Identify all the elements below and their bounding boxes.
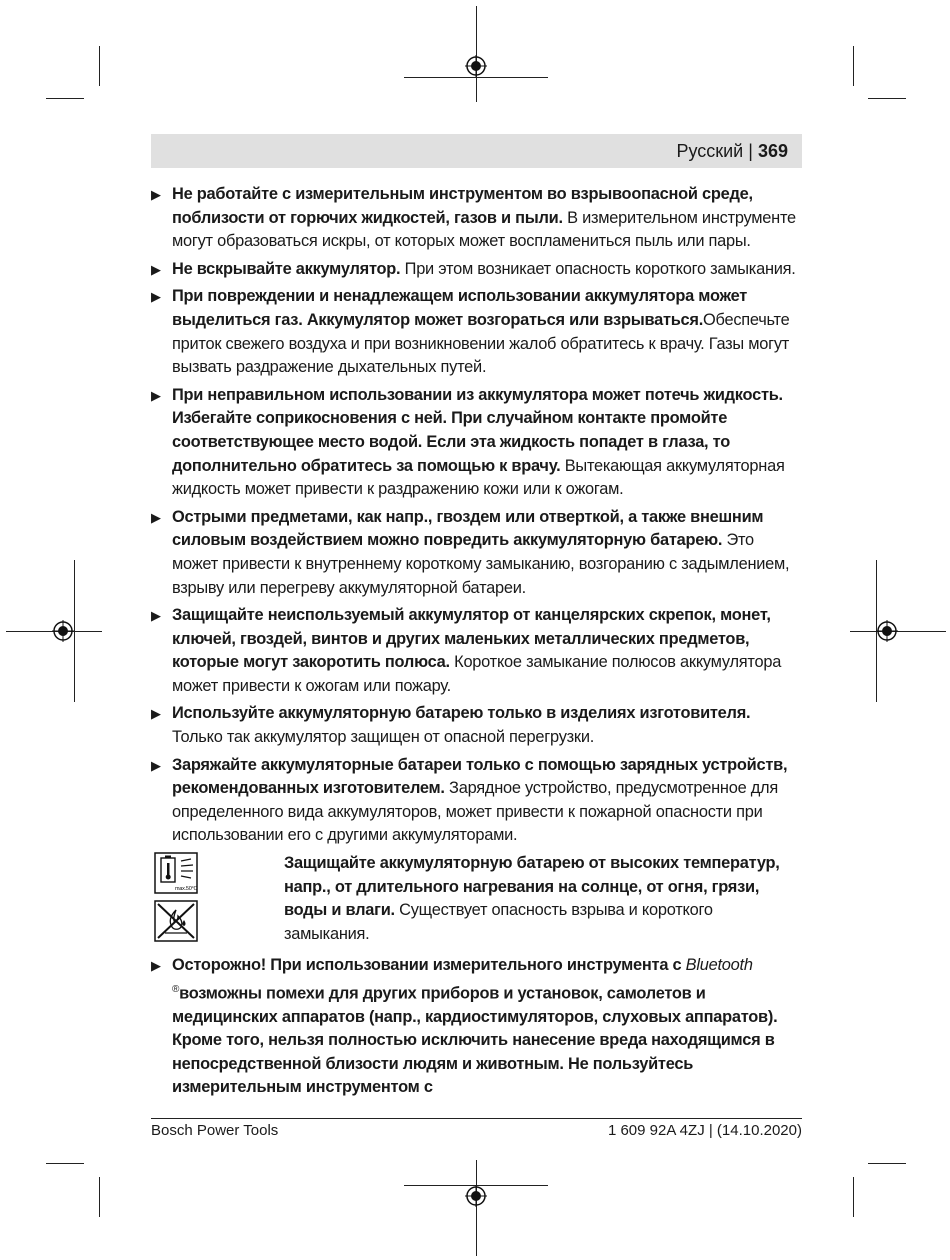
page-header xyxy=(151,134,802,168)
icon-temp-label: max.50°C xyxy=(175,886,198,893)
item-normal-text: Вытекающая аккумуляторная жидкость может привести к раздражению кожи или к ожогам. xyxy=(172,456,785,499)
registration-mark-icon xyxy=(52,620,74,642)
registration-mark-icon xyxy=(465,55,487,77)
bullet-arrow-icon: ▶ xyxy=(151,261,161,277)
item-normal-text: Существует опасность взрыва и короткого замыкания. xyxy=(284,901,713,943)
bullet-arrow-icon: ▶ xyxy=(151,958,161,974)
item-bold-text: Защищайте неиспользуемый аккумулятор от канцелярских скрепок, монет, ключей, гвоздей, винтов и других маленьких металлических предметов, которые могут закоротить полюса. xyxy=(172,606,771,672)
page-number: 369 xyxy=(757,141,788,161)
header-language: Русский xyxy=(676,141,744,161)
crop-mark xyxy=(99,46,100,86)
list-item xyxy=(151,183,802,254)
item-text xyxy=(172,954,802,1100)
bullet-arrow-icon: ▶ xyxy=(151,289,161,305)
crop-mark xyxy=(868,98,906,99)
bullet-arrow-icon: ▶ xyxy=(151,387,161,403)
page-content xyxy=(151,183,802,1104)
item-text xyxy=(172,285,802,379)
crop-mark xyxy=(46,1163,84,1164)
item-text xyxy=(172,183,802,254)
item-text xyxy=(172,702,802,749)
item-text xyxy=(284,852,802,946)
no-fire-water-icon xyxy=(154,900,198,942)
bullet-arrow-icon: ▶ xyxy=(151,608,161,624)
bullet-arrow-icon: ▶ xyxy=(151,509,161,525)
list-item xyxy=(151,285,802,379)
item-normal-text: Только так аккумулятор защищен от опасной перегрузки. xyxy=(172,728,595,747)
registration-mark-icon xyxy=(876,620,898,642)
crop-mark xyxy=(46,98,84,99)
item-text xyxy=(172,258,802,282)
item-bold-text: Не вскрывайте аккумулятор. xyxy=(172,259,401,278)
item-normal-text: Это может привести к внутреннему короткому замыканию, возгоранию с задымлением, взрыву или перегреву аккумуляторной батареи. xyxy=(172,531,790,597)
header-separator: | xyxy=(748,141,753,161)
bullet-arrow-icon: ▶ xyxy=(151,706,161,722)
registration-mark-icon xyxy=(465,1185,487,1207)
item-normal-text: Зарядное устройство, предусмотренное для определенного вида аккумуляторов, может привести к пожарной опасности при использовании его с другими аккумуляторами. xyxy=(172,779,778,845)
item-normal-text: Короткое замыкание полюсов аккумулятора может привести к ожогам или пожару. xyxy=(172,653,782,695)
item-normal-text: Обеспечьте приток свежего воздуха и при возникновении жалоб обратитесь к врачу. Газы могут вызвать раздражение дыхательных путей. xyxy=(172,310,790,377)
list-item xyxy=(151,384,802,502)
list-item xyxy=(151,506,802,600)
registration-line xyxy=(404,77,548,78)
registered-mark: ® xyxy=(172,983,180,995)
item-bold-text: возможны помехи для других приборов и установок, самолетов и медицинских аппаратов (напр., кардиостимуляторов, слуховых аппаратов). Кроме того, нельзя полностью исключить нанесение вреда находящимся в непосредственной близости людям и животным. Не пользуйтесь измерительным инструментом с xyxy=(172,984,778,1097)
footer-left: Bosch Power Tools xyxy=(151,1122,279,1139)
header-label xyxy=(676,140,788,162)
registration-line xyxy=(476,1160,477,1256)
list-item xyxy=(151,754,802,848)
list-item xyxy=(151,604,802,698)
list-item xyxy=(151,702,802,749)
item-bold-text: Заряжайте аккумуляторные батареи только с помощью зарядных устройств, рекомендованных изготовителем. xyxy=(172,755,788,798)
item-normal-text: В измерительном инструменте могут образоваться искры, от которых может воспламениться пыль или пары. xyxy=(172,208,796,251)
footer-right: 1 609 92A 4ZJ | (14.10.2020) xyxy=(607,1122,802,1139)
crop-mark xyxy=(99,1177,100,1217)
crop-mark xyxy=(853,46,854,86)
bullet-arrow-icon: ▶ xyxy=(151,757,161,773)
item-bold-text: Защищайте аккумуляторную батарею от высоких температур, напр., от длительного нагревания на солнце, от огня, грязи, воды и влаги. xyxy=(284,854,780,920)
item-bold-text: Осторожно! При использовании измерительного инструмента с xyxy=(172,956,686,975)
registration-line xyxy=(850,631,946,632)
list-item xyxy=(151,258,802,282)
item-bold-text: При повреждении и ненадлежащем использовании аккумулятора может выделиться газ. Аккумулятор может возгораться или взрываться. xyxy=(172,287,748,329)
item-italic-text: Bluetooth xyxy=(685,956,753,975)
item-bold-text: Используйте аккумуляторную батарею только в изделиях изготовителя. xyxy=(172,704,751,723)
item-normal-text: При этом возникает опасность короткого замыкания. xyxy=(400,259,796,278)
item-text xyxy=(172,384,802,502)
item-bold-text: Острыми предметами, как напр., гвоздем или отверткой, а также внешним силовым воздействием можно повредить аккумуляторную батарею. xyxy=(172,507,764,550)
footer-rule xyxy=(151,1118,802,1119)
battery-heat-icon xyxy=(154,852,198,894)
item-text xyxy=(172,754,802,848)
item-bold-text: Не работайте с измерительным инструментом во взрывоопасной среде, поблизости от горючих жидкостей, газов и пыли. xyxy=(172,185,753,227)
bullet-arrow-icon: ▶ xyxy=(151,187,161,202)
item-text xyxy=(172,506,802,600)
crop-mark xyxy=(853,1177,854,1217)
list-item xyxy=(151,954,802,1100)
icon-warning-item xyxy=(151,852,802,948)
registration-line xyxy=(476,6,477,102)
crop-mark xyxy=(868,1163,906,1164)
item-bold-text: При неправильном использовании из аккумулятора может потечь жидкость. Избегайте соприкосновения с ней. При случайном контакте промойте соответствующее место водой. Если эта жидкость попадет в глаза, то дополнительно обратитесь за помощью к врачу. xyxy=(172,385,783,475)
item-text xyxy=(172,604,802,698)
